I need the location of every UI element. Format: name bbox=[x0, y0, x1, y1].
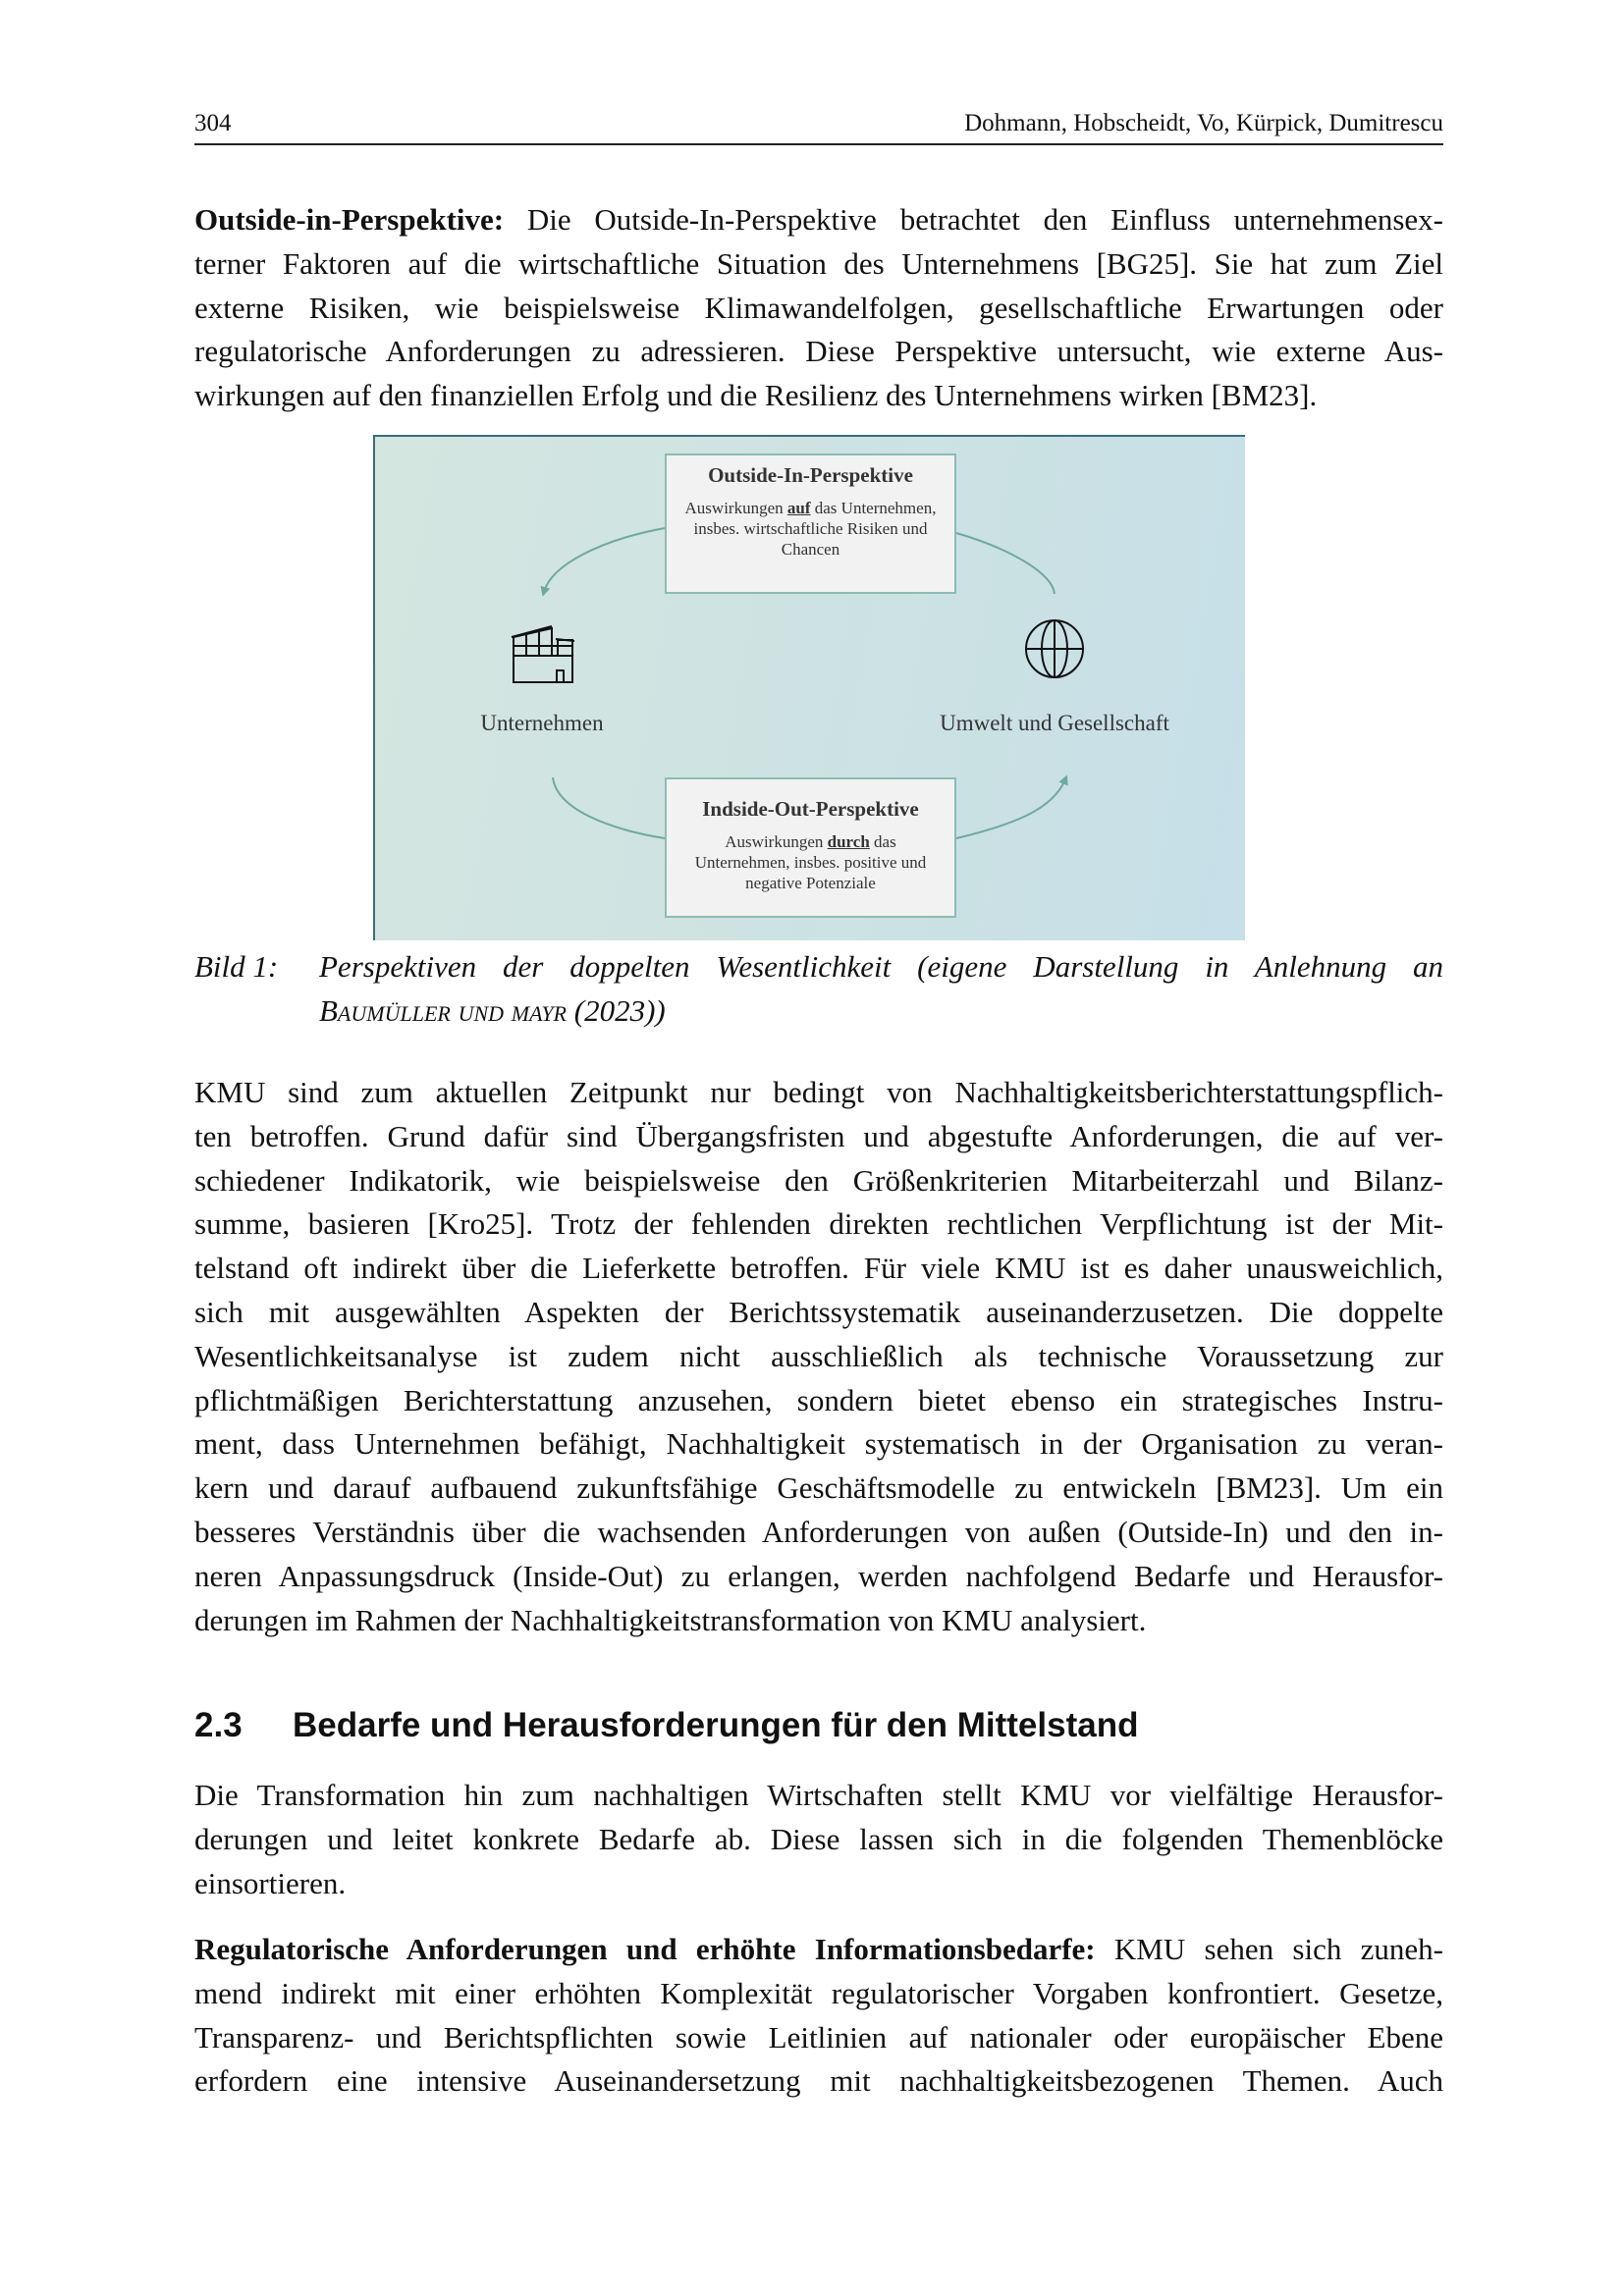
text-line: sich mit ausgewählten Aspekten der Berichtssystematik auseinanderzusetzen. Die doppelte bbox=[194, 1294, 1443, 1329]
box-title: Indside-Out-Perspektive bbox=[702, 797, 919, 821]
text-line: ten betroffen. Grund dafür sind Übergangsfristen und abgestufte Anforderungen, die auf ver- bbox=[194, 1118, 1443, 1153]
arrow-outside-in-left bbox=[544, 528, 665, 592]
text-line: wirkungen auf den finanziellen Erfolg und die Resilienz des Unternehmens wirken [BM23]. bbox=[194, 378, 1318, 413]
figure-double-materiality bbox=[373, 435, 1245, 940]
text-line: derungen und leitet konkrete Bedarfe ab. Diese lassen sich in die folgenden Themenblöcke bbox=[194, 1821, 1443, 1856]
text-line: erfordern eine intensive Auseinandersetzung mit nachhaltigkeitsbezogenen Themen. Auch bbox=[194, 2063, 1443, 2099]
box-description: Auswirkungen durch das Unternehmen, insbes. positive und negative Potenziale bbox=[694, 832, 927, 892]
text-line: terner Faktoren auf die wirtschaftliche Situation des Unternehmens [BG25]. Sie hat zum Ziel bbox=[194, 245, 1443, 281]
box-title: Outside-In-Perspektive bbox=[708, 463, 913, 487]
label-unternehmen: Unternehmen bbox=[480, 711, 604, 735]
box-description: Auswirkungen auf das Unternehmen, insbes. wirtschaftliche Risiken und Chancen bbox=[684, 499, 937, 559]
paragraph-outside-in bbox=[194, 198, 1443, 418]
arrow-inside-out-left bbox=[553, 777, 665, 838]
section-number: 2.3 bbox=[194, 1706, 243, 1744]
paragraph-lead: Outside-in-Perspektive: bbox=[194, 202, 505, 237]
text-line: schiedener Indikatorik, wie beispielsweise den Größenkriterien Mitarbeiterzahl und Bilanz- bbox=[194, 1162, 1443, 1198]
text-line: derungen im Rahmen der Nachhaltigkeitstransformation von KMU analysiert. bbox=[194, 1602, 1147, 1637]
text-line: telstand oft indirekt über die Lieferkette betroffen. Für viele KMU ist es daher unausweichlich, bbox=[194, 1251, 1443, 1286]
text-line: Die Outside-In-Perspektive betrachtet den Einfluss unternehmensex- bbox=[504, 202, 1443, 237]
text-line: ment, dass Unternehmen befähigt, Nachhaltigkeit systematisch in der Organisation zu veran- bbox=[194, 1426, 1443, 1462]
arrow-inside-out-right bbox=[956, 779, 1065, 838]
text-line: regulatorische Anforderungen zu adressieren. Diese Perspektive untersucht, wie externe Aus- bbox=[194, 334, 1443, 369]
text-line: Wesentlichkeitsanalyse ist zudem nicht ausschließlich als technische Voraussetzung zur bbox=[194, 1338, 1443, 1373]
caption-number: Bild 1: bbox=[194, 949, 279, 984]
factory-icon bbox=[512, 626, 574, 682]
caption-line: Perspektiven der doppelten Wesentlichkeit (eigene Darstellung in Anlehnung an bbox=[319, 949, 1443, 984]
paragraph-lead: Regulatorische Anforderungen und erhöhte Informationsbedarfe: bbox=[194, 1932, 1096, 1966]
text-line: pflichtmäßigen Berichterstattung anzusehen, sondern bietet ebenso ein strategisches Instru- bbox=[194, 1382, 1443, 1417]
paragraph-regulatory bbox=[194, 1928, 1443, 2104]
paragraph-kmu bbox=[194, 1071, 1443, 1642]
arrow-outside-in-right bbox=[956, 533, 1055, 594]
globe-icon bbox=[1026, 620, 1083, 677]
text-line: besseres Verständnis über die wachsenden Anforderungen von außen (Outside-In) und den in- bbox=[194, 1514, 1443, 1549]
header-rule bbox=[194, 143, 1443, 145]
text-line: kern und darauf aufbauend zukunftsfähige Geschäftsmodelle zu entwickeln [BM23]. Um ein bbox=[194, 1470, 1443, 1506]
running-header-authors: Dohmann, Hobscheidt, Vo, Kürpick, Dumitrescu bbox=[964, 110, 1443, 136]
label-umwelt-gesellschaft: Umwelt und Gesellschaft bbox=[940, 711, 1169, 735]
text-line: KMU sind zum aktuellen Zeitpunkt nur bedingt von Nachhaltigkeitsberichterstattungspflich- bbox=[194, 1075, 1443, 1109]
text-line: summe, basieren [Kro25]. Trotz der fehlenden direkten rechtlichen Verpflichtung ist der Mit- bbox=[194, 1206, 1443, 1242]
figure-caption bbox=[194, 944, 1443, 1033]
text-line: Die Transformation hin zum nachhaltigen Wirtschaften stellt KMU vor vielfältige Herausfor- bbox=[194, 1778, 1443, 1812]
text-line: KMU sehen sich zuneh- bbox=[1095, 1932, 1443, 1966]
text-line: Transparenz- und Berichtspflichten sowie Leitlinien auf nationaler oder europäischer Ebene bbox=[194, 2019, 1443, 2055]
caption-line: Baumüller und mayr (2023)) bbox=[319, 993, 666, 1028]
text-line: mend indirekt mit einer erhöhten Komplexität regulatorischer Vorgaben konfrontiert. Gesetze, bbox=[194, 1975, 1443, 2010]
section-heading bbox=[194, 1706, 1138, 1745]
box-inside-out bbox=[665, 777, 956, 918]
text-line: neren Anpassungsdruck (Inside-Out) zu erlangen, werden nachfolgend Bedarfe und Herausfor- bbox=[194, 1558, 1443, 1593]
box-outside-in bbox=[665, 454, 956, 594]
section-title: Bedarfe und Herausforderungen für den Mittelstand bbox=[293, 1706, 1139, 1744]
text-line: externe Risiken, wie beispielsweise Klimawandelfolgen, gesellschaftliche Erwartungen oder bbox=[194, 290, 1443, 325]
paragraph-transformation bbox=[194, 1774, 1443, 1905]
page-number: 304 bbox=[194, 110, 232, 136]
text-line: einsortieren. bbox=[194, 1865, 347, 1900]
